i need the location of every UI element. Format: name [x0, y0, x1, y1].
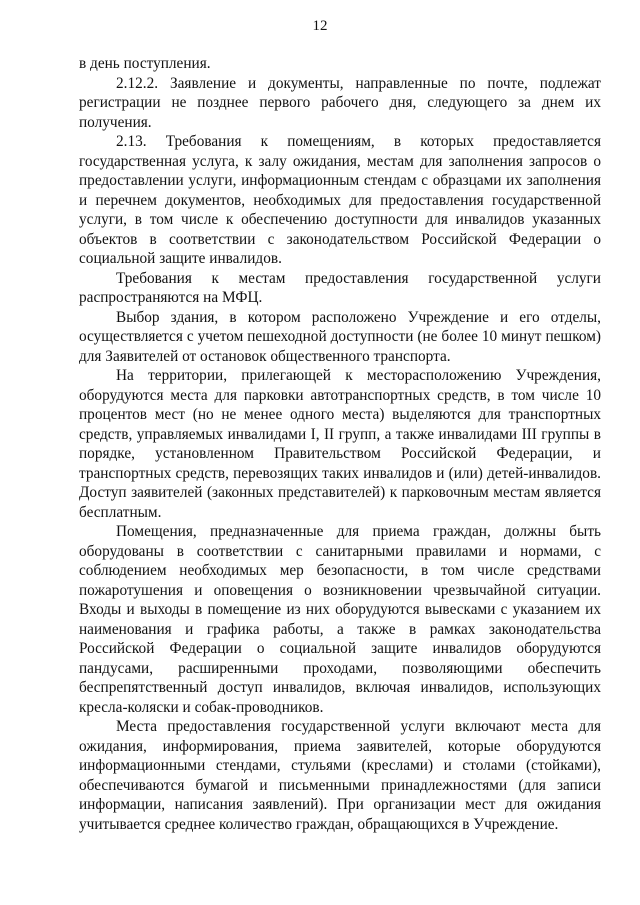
paragraph-2-12-2: 2.12.2. Заявление и документы, направленные по почте, подлежат регистрации не позднее первого рабочего дня, следующего за днем их получения. — [79, 74, 601, 131]
paragraph-premises: Помещения, предназначенные для приема граждан, должны быть оборудованы в соответствии с санитарными правилами и нормами, с соблюдением необходимых мер безопасности, в том числе средствами пожаротушения и оповещения о возникновении чрезвычайной ситуации. Входы и выходы в помещение из них оборудуются вывесками с указанием их наименования и графика работы, а также в рамках законодательства Российской Федерации о социальной защите инвалидов оборудуются пандусами, расширенными проходами, позволяющими обеспечить беспрепятственный доступ инвалидов, включая инвалидов, использующих кресла-коляски и собак-проводников. — [79, 523, 601, 716]
page-number: 12 — [312, 18, 328, 34]
paragraph-building-selection: Выбор здания, в котором расположено Учреждение и его отделы, осуществляется с учетом пешеходной доступности (не более 10 минут пешком) для Заявителей от остановок общественного транспорта. — [79, 308, 601, 365]
paragraph-2-13: 2.13. Требования к помещениям, в которых предоставляется государственная услуга, к залу ожидания, местам для заполнения запросов о предоставлении услуги, информационным стендам с образцами их заполнения и перечнем документов, необходимых для предоставления государственной услуги, в том числе к обеспечению доступности для инвалидов указанных объектов в соответствии с законодательством Российской Федерации о социальной защите инвалидов. — [79, 133, 601, 267]
paragraph-service-places: Места предоставления государственной услуги включают места для ожидания, информирования, приема заявителей, которые оборудуются информационными стендами, стульями (креслами) и столами (стойками), обеспечиваются бумагой и письменными принадлежностями (для записи информации, написания заявлений). При организации мест для ожидания учитывается среднее количество граждан, обращающихся в Учреждение. — [79, 718, 601, 833]
paragraph-parking: На территории, прилегающей к месторасположению Учреждения, оборудуются места для парковки автотранспортных средств, в том числе 10 процентов мест (но не менее одного места) выделяются для транспортных средств, управляемых инвалидами I, II групп, а также инвалидами III группы в порядке, установленном Правительством Российской Федерации, и транспортных средств, перевозящих таких инвалидов и (или) детей-инвалидов. Доступ заявителей (законных представителей) к парковочным местам является бесплатным. — [79, 367, 601, 521]
paragraph-continuation: в день поступления. — [79, 55, 211, 72]
paragraph-mfc-requirements: Требования к местам предоставления государственной услуги распространяются на МФЦ. — [79, 269, 601, 306]
document-body — [79, 54, 601, 834]
